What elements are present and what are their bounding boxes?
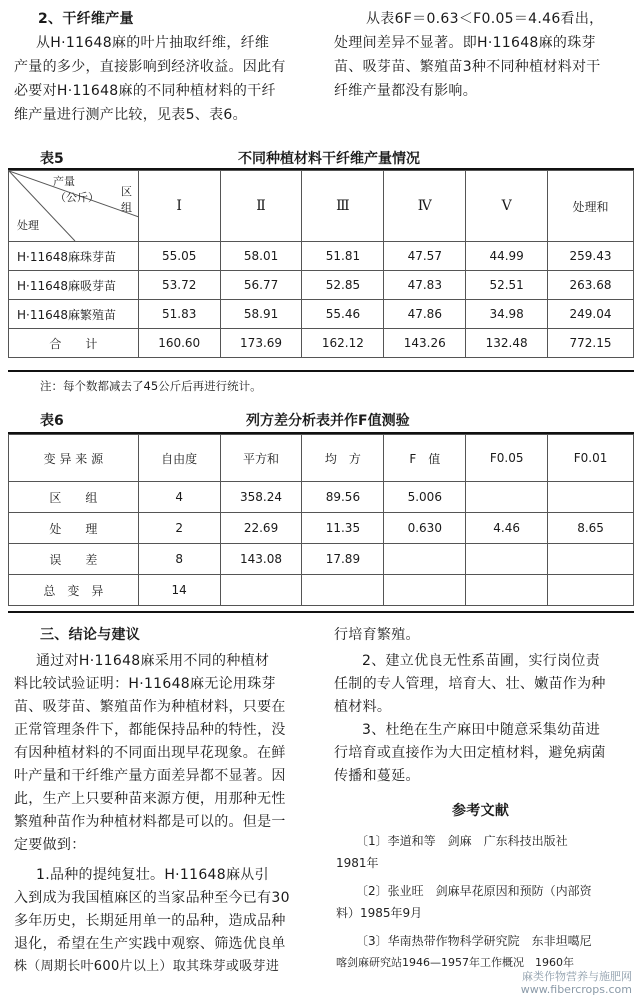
cell — [548, 575, 634, 606]
text-line: 3、杜绝在生产麻田中随意采集幼苗进 — [362, 722, 601, 738]
cell: 52.51 — [466, 271, 548, 300]
text-line: 必要对H·11648麻的不同种植材料的干纤 — [14, 83, 276, 99]
cell: 58.01 — [220, 242, 302, 271]
cell: 263.68 — [548, 271, 634, 300]
watermark — [521, 970, 632, 996]
table5-label: 表5 — [40, 151, 64, 167]
text-line: 多年历史，长期延用单一的品种，造成品种 — [14, 913, 286, 929]
col-header: Ⅲ — [302, 171, 384, 242]
row-name: H·11648麻珠芽苗 — [9, 242, 139, 271]
table-row — [9, 575, 634, 606]
cell: 51.83 — [138, 300, 220, 329]
table6-label: 表6 — [40, 413, 64, 429]
text-line: 任制的专人管理，培育大、壮、嫩苗作为种 — [334, 676, 606, 692]
row-name: 误 差 — [9, 544, 139, 575]
text-line: 1.品种的提纯复壮。H·11648麻从引 — [36, 867, 269, 883]
cell: 0.630 — [384, 513, 466, 544]
table5-note: 注：每个数都减去了45公斤后再进行统计。 — [40, 379, 262, 393]
text-line: 退化，希望在生产实践中观察、筛选优良单 — [14, 936, 286, 952]
cell — [548, 482, 634, 513]
reference-line: 〔2〕张业旺 剑麻早花原因和预防（内部资 — [356, 884, 592, 898]
cell: 22.69 — [220, 513, 302, 544]
table6-bottom-rule — [8, 611, 634, 613]
col-header: 均 方 — [302, 435, 384, 482]
reference-line: 〔3〕华南热带作物科学研究院 东非坦噶尼 — [356, 934, 592, 948]
corner-treatment: 处理 — [17, 219, 39, 232]
watermark-line-2: www.fibercrops.com — [520, 983, 632, 996]
text-line: 苗、吸芽苗、繁殖苗3种不同种植材料对干 — [334, 59, 601, 75]
text-line: 纤维产量都没有影响。 — [334, 83, 477, 99]
cell: 358.24 — [220, 482, 302, 513]
cell — [384, 544, 466, 575]
corner-block-1: 区 — [121, 185, 132, 198]
text-line: 产量的多少，直接影响到经济收益。因此有 — [14, 59, 286, 75]
cell: 2 — [138, 513, 220, 544]
text-line: 从H·11648麻的叶片抽取纤维，纤维 — [36, 35, 270, 51]
references-title: 参考文献 — [452, 803, 510, 819]
cell: 8 — [138, 544, 220, 575]
text-line: 传播和蔓延。 — [334, 768, 420, 784]
watermark-line-1: 麻类作物营养与施肥网 — [522, 970, 632, 983]
row-name: 区 组 — [9, 482, 139, 513]
table6-header-row — [9, 435, 634, 482]
table5-corner-cell — [9, 171, 139, 242]
cell — [548, 544, 634, 575]
reference-line: 喀剑麻研究站1946—1957年工作概况 1960年 — [336, 956, 574, 969]
cell: 8.65 — [548, 513, 634, 544]
cell — [466, 482, 548, 513]
text-line: 通过对H·11648麻采用不同的种植材 — [36, 653, 270, 669]
col-header: F0.05 — [466, 435, 548, 482]
row-name: H·11648麻吸芽苗 — [9, 271, 139, 300]
cell: 47.57 — [384, 242, 466, 271]
col-header: 处理和 — [548, 171, 634, 242]
cell: 34.98 — [466, 300, 548, 329]
text-line: 行培育繁殖。 — [334, 627, 420, 643]
row-name: 处 理 — [9, 513, 139, 544]
cell: 173.69 — [220, 329, 302, 358]
table5-bottom-rule — [8, 370, 634, 372]
text-line: 植材料。 — [334, 699, 392, 715]
col-header: Ⅴ — [466, 171, 548, 242]
text-line: 处理间差异不显著。即H·11648麻的珠芽 — [334, 35, 596, 51]
cell: 143.08 — [220, 544, 302, 575]
text-line: 行培育或直接作为大田定植材料，避免病菌 — [334, 745, 606, 761]
text-line: 此，生产上只要种苗来源方便，用那种无性 — [14, 791, 286, 807]
col-header: F0.01 — [548, 435, 634, 482]
table-row — [9, 482, 634, 513]
row-name: H·11648麻繁殖苗 — [9, 300, 139, 329]
section-title-conclusion: 三、结论与建议 — [40, 627, 141, 643]
cell: 52.85 — [302, 271, 384, 300]
table6 — [8, 434, 634, 606]
table-row — [9, 300, 634, 329]
cell: 160.60 — [138, 329, 220, 358]
cell: 132.48 — [466, 329, 548, 358]
row-name: 总 变 异 — [9, 575, 139, 606]
text-line: 入到成为我国植麻区的当家品种至今已有30 — [14, 890, 290, 906]
reference-line: 料）1985年9月 — [336, 906, 423, 920]
section-title-dry-fiber: 2、干纤维产量 — [38, 11, 134, 27]
col-header: 变 异 来 源 — [9, 435, 139, 482]
cell: 55.05 — [138, 242, 220, 271]
cell — [220, 575, 302, 606]
cell: 259.43 — [548, 242, 634, 271]
col-header: F 值 — [384, 435, 466, 482]
text-line: 2、建立优良无性系苗圃，实行岗位责 — [362, 653, 601, 669]
col-header: Ⅰ — [138, 171, 220, 242]
cell — [466, 575, 548, 606]
reference-line: 1981年 — [336, 856, 379, 870]
cell — [384, 575, 466, 606]
text-line: 定要做到： — [14, 837, 86, 853]
corner-yield: 产量 — [53, 175, 75, 188]
text-line: 叶产量和干纤维产量方面差异都不显著。因 — [14, 768, 286, 784]
reference-line: 〔1〕李道和等 剑麻 广东科技出版社 — [356, 834, 568, 848]
cell: 143.26 — [384, 329, 466, 358]
cell: 249.04 — [548, 300, 634, 329]
cell: 772.15 — [548, 329, 634, 358]
cell: 51.81 — [302, 242, 384, 271]
text-line: 维产量进行测产比较，见表5、表6。 — [14, 107, 247, 123]
cell: 162.12 — [302, 329, 384, 358]
table-row — [9, 513, 634, 544]
table5-title: 不同种植材料干纤维产量情况 — [238, 151, 420, 167]
table-row — [9, 271, 634, 300]
cell: 4.46 — [466, 513, 548, 544]
row-name: 合 计 — [9, 329, 139, 358]
table6-title: 列方差分析表并作F值测验 — [246, 413, 410, 429]
col-header: Ⅱ — [220, 171, 302, 242]
table5 — [8, 170, 634, 358]
text-line: 株（周期长叶600片以上）取其珠芽或吸芽进 — [14, 959, 280, 974]
col-header: 自由度 — [138, 435, 220, 482]
text-line: 料比较试验证明：H·11648麻无论用珠芽 — [14, 676, 276, 692]
cell: 47.83 — [384, 271, 466, 300]
cell: 5.006 — [384, 482, 466, 513]
cell: 53.72 — [138, 271, 220, 300]
text-line: 正常管理条件下，都能保持品种的特性，没 — [14, 722, 286, 738]
cell: 89.56 — [302, 482, 384, 513]
cell: 55.46 — [302, 300, 384, 329]
cell: 11.35 — [302, 513, 384, 544]
cell: 14 — [138, 575, 220, 606]
cell — [466, 544, 548, 575]
text-line: 有因种植材料的不同面出现早花现象。在鲜 — [14, 745, 286, 761]
text-line: 苗、吸芽苗、繁殖苗作为种植材料，只要在 — [14, 699, 286, 715]
text-line: 从表6F＝0.63＜F0.05＝4.46看出， — [366, 11, 604, 27]
table-row — [9, 242, 634, 271]
cell: 4 — [138, 482, 220, 513]
col-header: 平方和 — [220, 435, 302, 482]
corner-unit: （公斤） — [55, 191, 99, 204]
cell: 56.77 — [220, 271, 302, 300]
text-line: 繁殖种苗作为种植材料都是可以的。但是一 — [14, 814, 286, 830]
cell: 58.91 — [220, 300, 302, 329]
cell: 47.86 — [384, 300, 466, 329]
cell: 17.89 — [302, 544, 384, 575]
cell — [302, 575, 384, 606]
col-header: Ⅳ — [384, 171, 466, 242]
corner-block-2: 组 — [121, 201, 132, 214]
table-row — [9, 544, 634, 575]
cell: 44.99 — [466, 242, 548, 271]
table-row-total — [9, 329, 634, 358]
